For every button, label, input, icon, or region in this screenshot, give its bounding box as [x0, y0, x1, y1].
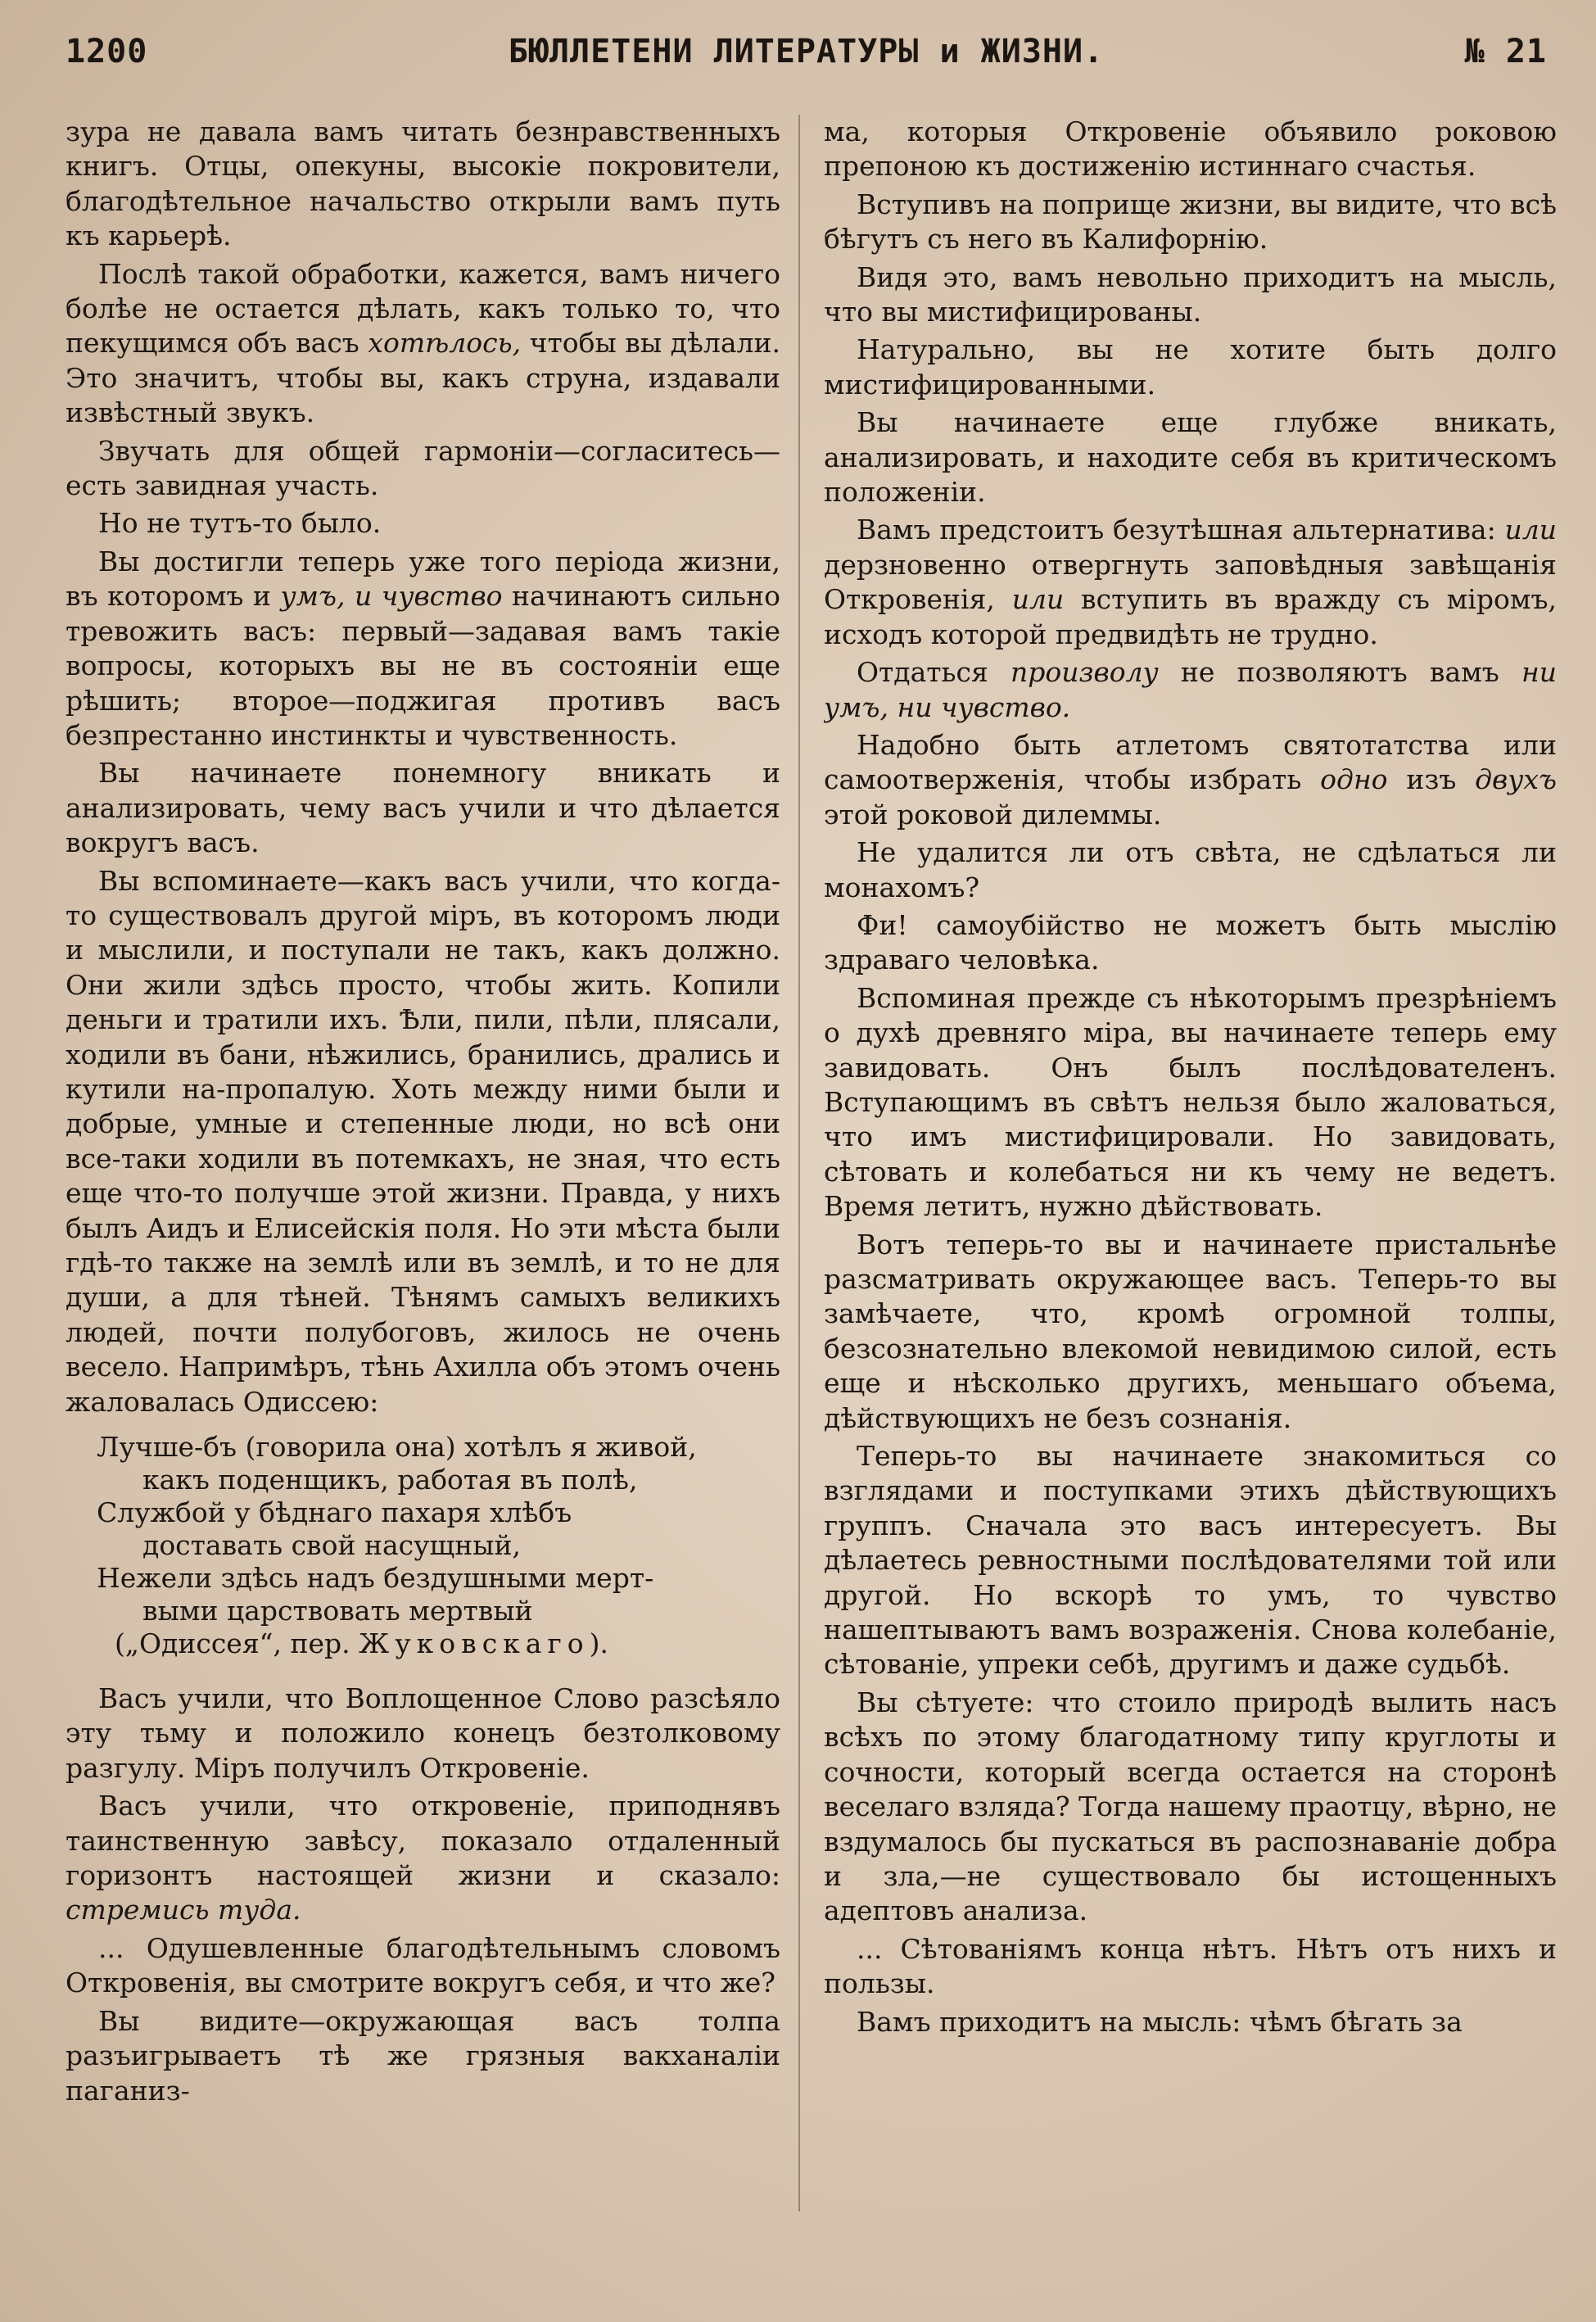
verse-line: Службой у бѣднаго пахаря хлѣбъ [97, 1496, 572, 1529]
paragraph: ... Сѣтованіямъ конца нѣтъ. Нѣтъ отъ нихъ и пользы. [824, 1932, 1557, 2000]
left-column [66, 115, 780, 2310]
paragraph: Вступивъ на поприще жизни, вы видите, что всѣ бѣгутъ съ него въ Калифорнію. [824, 188, 1557, 256]
paragraph: Послѣ такой обработки, кажется, вамъ ничего болѣе не остается дѣлать, какъ только то, что пекущимся объ васъ хотѣлось, чтобы вы дѣлали. Это значитъ, чтобы вы, какъ струна, издавали извѣстный звукъ. [66, 257, 780, 429]
paragraph: Вы сѣтуете: что стоило природѣ вылить насъ всѣхъ по этому благодатному типу круглоты и сочности, который всегда остается на сторонѣ веселаго взляда? Тогда нашему праотцу, вѣрно, не вздумалось бы пускаться въ распознаваніе добра и зла,—не существовало бы истощенныхъ адептовъ анализа. [824, 1686, 1557, 1927]
page-number: 1200 [66, 33, 148, 70]
running-header [66, 23, 1547, 80]
issue-number: № 21 [1464, 33, 1547, 70]
verse-line: выми царствовать мертвый [142, 1595, 533, 1627]
journal-title: БЮЛЛЕТЕНИ ЛИТЕРАТУРЫ и ЖИЗНИ. [508, 33, 1105, 70]
verse-line: Лучше-бъ (говорила она) хотѣлъ я живой, [97, 1431, 697, 1464]
paragraph: Фи! самоубійство не можетъ быть мыслію здраваго человѣка. [824, 908, 1557, 976]
paragraph: Звучать для общей гармоніи—согласитесь—есть завидная участь. [66, 434, 780, 502]
paragraph: зура не давала вамъ читать безнравственныхъ книгъ. Отцы, опекуны, высокіе покровители, благодѣтельное начальство открыли вамъ путь къ карьерѣ. [66, 115, 780, 252]
paragraph: Видя это, вамъ невольно приходитъ на мысль, что вы мистифицированы. [824, 260, 1557, 328]
paragraph: Не удалится ли отъ свѣта, не сдѣлаться ли монахомъ? [824, 836, 1557, 903]
paragraph: ... Одушевленные благодѣтельнымъ словомъ Откровенія, вы смотрите вокругъ себя, и что же? [66, 1931, 780, 1999]
paragraph: Вамъ приходитъ на мысль: чѣмъ бѣгать за [857, 2005, 1463, 2038]
paragraph: Отдаться произволу не позволяютъ вамъ ни умъ, ни чувство. [824, 656, 1557, 723]
paragraph: Натурально, вы не хотите быть долго мистифицированными. [824, 333, 1557, 401]
paragraph: Теперь-то вы начинаете знакомиться со взглядами и поступками этихъ дѣйствующихъ группъ. Сначала это васъ интересуетъ. Вы дѣлаетесь ревностными послѣдователями той или другой. Но вскорѣ то умъ, то чувство нашептываютъ вамъ возраженія. Снова колебаніе, сѣтованіе, упреки себѣ, другимъ и даже судьбѣ. [824, 1440, 1557, 1681]
paragraph: Вотъ теперь-то вы и начинаете пристальнѣе разсматривать окружающее васъ. Теперь-то вы замѣчаете, что, кромѣ огромной толпы, безсознательно влекомой невидимою силой, есть еще и нѣсколько другихъ, меньшаго объема, дѣйствующихъ не безъ сознанія. [824, 1228, 1557, 1434]
paragraph: Васъ учили, что откровеніе, приподнявъ таинственную завѣсу, показало отдаленный горизонтъ настоящей жизни и сказало: стремись туда. [66, 1790, 780, 1926]
verse-line: доставать свой насущный, [142, 1529, 521, 1562]
paragraph: ма, которыя Откровеніе объявило роковою препоною къ достиженію истиннаго счастья. [824, 115, 1557, 183]
paragraph: Вы начинаете понемногу вникать и анализировать, чему васъ учили и что дѣлается вокругъ васъ. [66, 757, 780, 859]
paragraph: Но не тутъ-то было. [98, 507, 382, 540]
paragraph: Вы достигли теперь уже того періода жизни, въ которомъ и умъ, и чувство начинаютъ сильно тревожить васъ: первый—задавая вамъ такіе вопросы, которыхъ вы не въ состояніи еще рѣшить; второе—поджигая противъ васъ безпрестанно инстинкты и чувственность. [66, 545, 780, 751]
column-rule [798, 115, 800, 2211]
paragraph: Вамъ предстоитъ безутѣшная альтернатива: или дерзновенно отвергнуть заповѣдныя завѣщанія Откровенія, или вступить въ вражду съ міромъ, исходъ которой предвидѣть не трудно. [824, 514, 1557, 650]
paragraph: Надобно быть атлетомъ святотатства или самоотверженія, чтобы избрать одно изъ двухъ этой роковой дилеммы. [824, 728, 1557, 831]
paragraph: Вы видите—окружающая васъ толпа разъигрываетъ тѣ же грязныя вакханаліи паганиз- [66, 2004, 780, 2107]
paragraph: Вы вспоминаете—какъ васъ учили, что когда-то существовалъ другой міръ, въ которомъ люди и мыслили, и поступали не такъ, какъ должно. Они жили здѣсь просто, чтобы жить. Копили деньги и тратили ихъ. Ѣли, пили, пѣли, плясали, ходили въ бани, нѣжились, бранились, дрались и кутили на-пропалую. Хоть между ними были и добрые, умные и степенные люди, но всѣ они все-таки ходили въ потемкахъ, не зная, что есть еще что-то получше этой жизни. Правда, у нихъ былъ Аидъ и Елисейскія поля. Но эти мѣста были гдѣ-то также на землѣ или въ землѣ, и то не для души, а для тѣней. Тѣнямъ самыхъ великихъ людей, почти полубоговъ, жилось не очень весело. Напримѣръ, тѣнь Ахилла объ этомъ очень жаловалась Одиссею: [66, 864, 780, 1418]
right-column [824, 115, 1557, 2310]
verse-quotation [97, 1431, 780, 1660]
paragraph: Васъ учили, что Воплощенное Слово разсѣяло эту тьму и положило конецъ безтолковому разгулу. Міръ получилъ Откровеніе. [66, 1682, 780, 1784]
verse-line: („Одиссея“, пер. Жуковскаго). [115, 1627, 609, 1660]
paragraph: Вспоминая прежде съ нѣкоторымъ презрѣніемъ о духѣ древняго міра, вы начинаете теперь ему завидовать. Онъ былъ послѣдователенъ. Вступающимъ въ свѣтъ нельзя было жаловаться, что имъ мистифицировали. Но завидовать, сѣтовать и колебаться ни къ чему не ведетъ. Время летитъ, нужно дѣйствовать. [824, 981, 1557, 1223]
verse-line: какъ поденщикъ, работая въ полѣ, [142, 1464, 638, 1496]
paragraph: Вы начинаете еще глубже вникать, анализировать, и находите себя въ критическомъ положеніи. [824, 406, 1557, 509]
verse-line: Нежели здѣсь надъ бездушными мерт- [97, 1562, 654, 1595]
translator-name: Жуковскаго [359, 1627, 590, 1660]
